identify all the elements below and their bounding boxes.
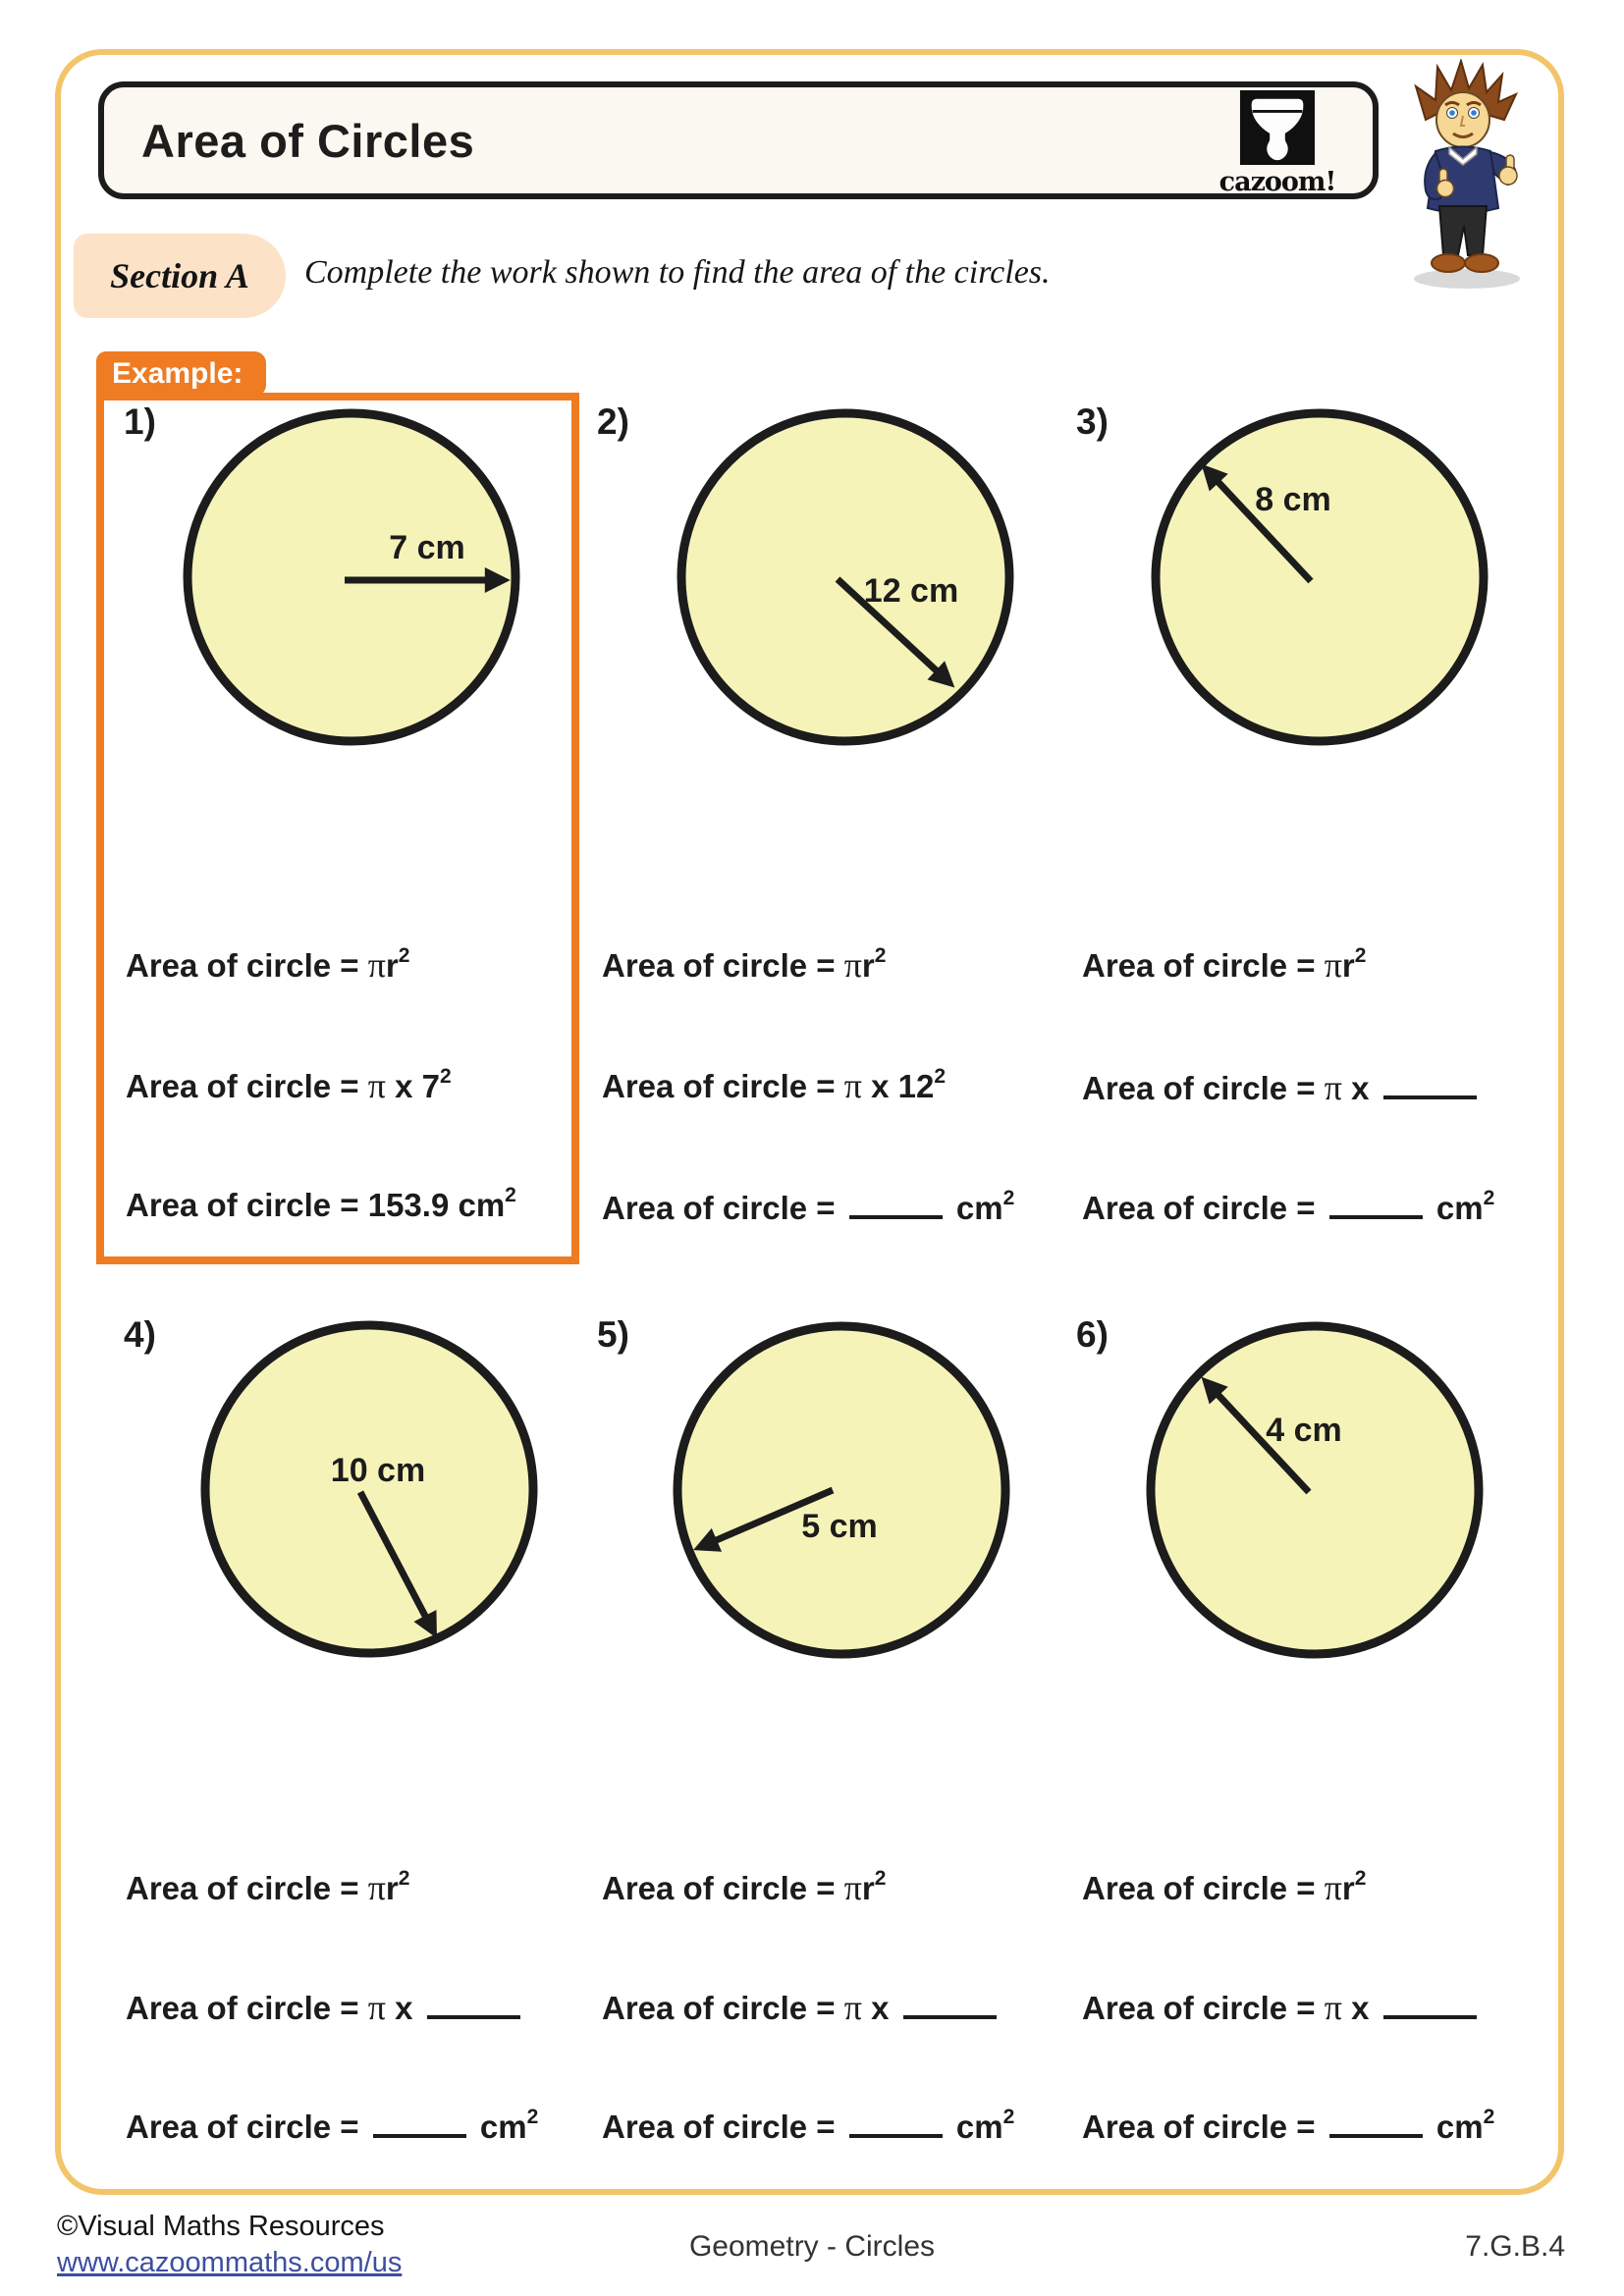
section-a-label: Section A <box>110 256 249 295</box>
footer-standard-code: 7.G.B.4 <box>1465 2230 1565 2263</box>
formula-line: Area of circle = $\pi r^2$ <box>602 1867 887 1907</box>
problem-number: 5) <box>597 1314 629 1355</box>
formula-line: Area of circle = π x <box>602 1986 1001 2028</box>
circle-figure <box>674 405 1017 749</box>
formula-line: Area of circle = $\pi r^2$ <box>1082 1867 1367 1907</box>
circle-shape <box>205 1325 533 1653</box>
problem-number: 6) <box>1076 1314 1109 1355</box>
problem-number: 1) <box>124 401 156 442</box>
pi-symbol: π <box>1324 945 1342 985</box>
radius-label: 5 cm <box>801 1508 878 1545</box>
answer-blank <box>427 1986 520 2019</box>
formula-line: Area of circle = $cm^2$ <box>126 2106 539 2145</box>
radius-label: 12 cm <box>863 572 959 610</box>
footer-topic: Geometry - Circles <box>688 2230 936 2263</box>
circle-figure <box>1148 405 1491 749</box>
section-a-pill <box>74 234 286 318</box>
pi-symbol: π <box>1324 1988 1342 2027</box>
problem-number: 2) <box>597 401 629 442</box>
pi-symbol: π <box>367 1988 386 2027</box>
formula-line: Area of circle = π x <box>126 1986 525 2028</box>
circle-shape <box>1151 1326 1479 1654</box>
problem-number: 3) <box>1076 401 1109 442</box>
pi-symbol: π <box>843 1868 862 1907</box>
formula-line: Area of circle = $\pi r^2$ <box>602 944 887 985</box>
radius-label: 8 cm <box>1255 481 1331 518</box>
logo-wordmark: cazoom! <box>1218 167 1336 197</box>
pi-symbol: π <box>843 1066 862 1105</box>
pi-symbol: π <box>367 945 386 985</box>
circle-shape <box>681 413 1009 741</box>
radius-label: 7 cm <box>389 529 465 566</box>
circle-figure <box>1143 1318 1487 1662</box>
circle-figure <box>180 405 523 749</box>
formula-line: Area of circle = $\pi r^2$ <box>126 944 410 985</box>
pi-symbol: π <box>1324 1068 1342 1107</box>
formula-line: Area of circle = π x <box>1082 1986 1482 2028</box>
pi-symbol: π <box>367 1868 386 1907</box>
copyright-text: ©Visual Maths Resources <box>57 2211 385 2242</box>
pi-symbol: π <box>1324 1868 1342 1907</box>
answer-blank <box>849 1186 943 1219</box>
formula-line: Area of circle = $cm^2$ <box>1082 1187 1495 1226</box>
answer-blank <box>1329 1186 1423 1219</box>
formula-line: Area of circle = $cm^2$ <box>602 2106 1015 2145</box>
example-tag: Example: <box>96 351 266 397</box>
pi-symbol: π <box>843 1988 862 2027</box>
answer-blank <box>373 2105 466 2138</box>
formula-line: Area of circle = 153.9 $cm^2$ <box>126 1184 516 1223</box>
section-a-instruction: Complete the work shown to find the area of the circles. <box>304 254 1051 291</box>
circle-figure <box>197 1317 541 1661</box>
pi-symbol: π <box>843 945 862 985</box>
pi-symbol: π <box>367 1066 386 1105</box>
formula-line: Area of circle = π x $7^2$ <box>126 1065 452 1105</box>
mascot-character <box>1396 59 1534 294</box>
circle-shape <box>677 1326 1005 1654</box>
radius-label: 10 cm <box>330 1452 426 1489</box>
answer-blank <box>1383 1066 1477 1099</box>
formula-line: Area of circle = $cm^2$ <box>602 1187 1015 1226</box>
page-title: Area of Circles <box>141 114 475 167</box>
formula-line: Area of circle = $\pi r^2$ <box>126 1867 410 1907</box>
radius-label: 4 cm <box>1266 1412 1342 1449</box>
answer-blank <box>849 2105 943 2138</box>
answer-blank <box>903 1986 997 2019</box>
circle-figure <box>670 1318 1013 1662</box>
formula-line: Area of circle = $\pi r^2$ <box>1082 944 1367 985</box>
cazoom-link[interactable]: www.cazoommaths.com/us <box>57 2247 403 2278</box>
circle-shape <box>1156 413 1484 741</box>
answer-blank <box>1329 2105 1423 2138</box>
cazoom-logo <box>1204 89 1351 197</box>
formula-line: Area of circle = π x <box>1082 1066 1482 1108</box>
formula-line: Area of circle = $cm^2$ <box>1082 2106 1495 2145</box>
problem-number: 4) <box>124 1314 156 1355</box>
drum-icon <box>1239 89 1316 166</box>
answer-blank <box>1383 1986 1477 2019</box>
formula-line: Area of circle = π x $12^2$ <box>602 1065 946 1105</box>
footer-credits <box>57 2209 402 2281</box>
worksheet-header <box>98 81 1379 199</box>
